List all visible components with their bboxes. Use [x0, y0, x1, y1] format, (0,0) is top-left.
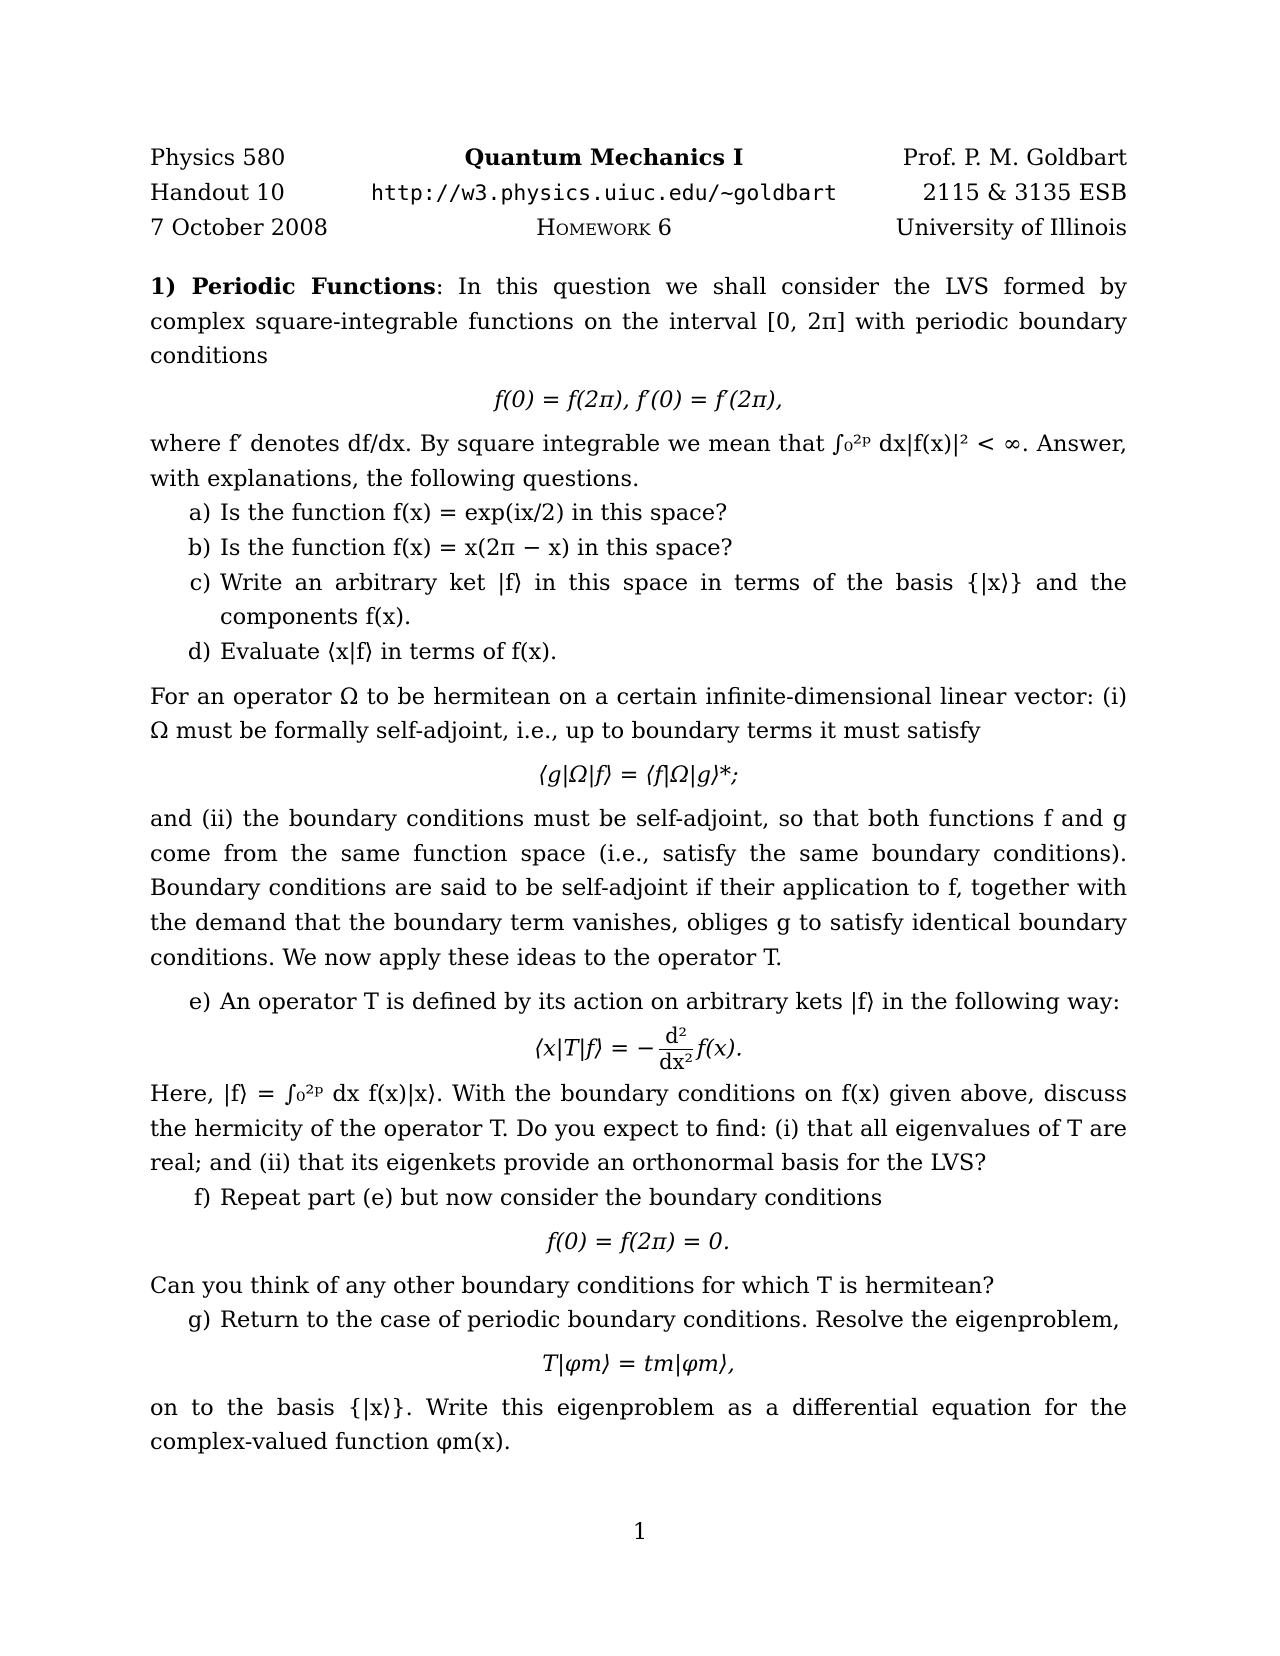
handout-number: Handout 10 [150, 180, 285, 206]
question-e [150, 985, 1127, 1020]
course-title: Quantum Mechanics I [464, 145, 744, 171]
item-label: g) [187, 1307, 211, 1334]
item-label: f) [193, 1185, 211, 1212]
header-center [300, 141, 908, 246]
course-url: http://w3.physics.uiuc.edu/~goldbart [371, 181, 837, 206]
questions-a-to-d [150, 496, 1127, 670]
item-label: d) [187, 639, 211, 666]
item-text: An operator T is defined by its action on arbitrary kets |f⟩ in the following way: [220, 989, 1121, 1016]
course-number: Physics 580 [150, 145, 286, 171]
item-text: Return to the case of periodic boundary conditions. Resolve the eigenproblem, [220, 1307, 1120, 1334]
list-item [150, 566, 1127, 635]
problem-intro [150, 270, 1127, 374]
equation-operator-t [150, 1024, 1127, 1075]
eq-rhs: f(x). [696, 1035, 743, 1062]
question-g [150, 1303, 1127, 1338]
square-integrable-text: where f′ denotes df/dx. By square integrable we mean that ∫₀²ᵖ dx|f(x)|² < ∞. Answer, with explanations, the following questions. [150, 430, 1127, 492]
hermitean-paragraph: For an operator Ω to be hermitean on a certain infinite-dimensional linear vector: (i) Ω must be formally self-adjoint, i.e., up to boundary terms it must satisfy [150, 683, 1127, 745]
equation-dirichlet-bc: f(0) = f(2π) = 0. [547, 1228, 730, 1255]
list-item [150, 531, 1127, 566]
homework-label: Homework 6 [536, 215, 672, 241]
question-f-continued: Can you think of any other boundary conditions for which T is hermitean? [150, 1272, 995, 1299]
fraction-denominator: dx² [659, 1050, 693, 1075]
page-number: 1 [632, 1519, 648, 1545]
list-item [150, 496, 1127, 531]
item-label: b) [187, 534, 211, 561]
equation-periodic-bc: f(0) = f(2π), f′(0) = f′(2π), [494, 387, 783, 414]
question-e-continued: Here, |f⟩ = ∫₀²ᵖ dx f(x)|x⟩. With the boundary conditions on f(x) given above, discuss the hermicity of the operator T. Do you expect to find: (i) that all eigenvalues of T are real; and (ii) that its eigenkets provide an orthonormal basis for the LVS? [150, 1081, 1127, 1177]
item-text: Repeat part (e) but now consider the boundary conditions [220, 1185, 883, 1212]
equation-eigenproblem: T|φm⟩ = tm|φm⟩, [542, 1350, 735, 1377]
handout-date: 7 October 2008 [150, 215, 328, 241]
item-label: e) [188, 989, 211, 1016]
problem-intro-text: : In this question we shall consider the LVS formed by complex square-integrable functions on the interval [0, 2π] with periodic boundary conditions [150, 274, 1127, 370]
item-text: Write an arbitrary ket |f⟩ in this space in terms of the basis {|x⟩} and the components f(x). [220, 569, 1127, 631]
item-text: Evaluate ⟨x|f⟩ in terms of f(x). [220, 639, 558, 666]
professor-name: Prof. P. M. Goldbart [902, 145, 1127, 171]
eq-lhs: ⟨x|T|f⟩ = − [534, 1035, 656, 1062]
problem-heading: 1) Periodic Functions [150, 274, 436, 300]
item-text: Is the function f(x) = exp(ix/2) in this space? [220, 500, 728, 527]
question-f [150, 1181, 1127, 1216]
fraction-numerator: d² [659, 1024, 693, 1050]
university-name: University of Illinois [895, 215, 1127, 241]
equation-self-adjoint: ⟨g|Ω|f⟩ = ⟨f|Ω|g⟩*; [538, 762, 739, 789]
item-label: a) [188, 500, 211, 527]
boundary-conditions-paragraph: and (ii) the boundary conditions must be self-adjoint, so that both functions f and g come from the same function space (i.e., satisfy the same boundary conditions). Boundary conditions are said to be self-adjoint if their application to f, together with the demand that the boundary term vanishes, obliges g to satisfy identical boundary conditions. We now apply these ideas to the operator T. [150, 805, 1127, 971]
question-g-continued: on to the basis {|x⟩}. Write this eigenproblem as a differential equation for the complex-valued function φm(x). [150, 1394, 1127, 1456]
item-label: c) [189, 569, 211, 596]
item-text: Is the function f(x) = x(2π − x) in this space? [220, 534, 733, 561]
office-location: 2115 & 3135 ESB [922, 180, 1127, 206]
problem-body [150, 270, 1127, 1460]
list-item [150, 635, 1127, 670]
header-right [896, 141, 1127, 246]
derivative-fraction [659, 1024, 693, 1075]
